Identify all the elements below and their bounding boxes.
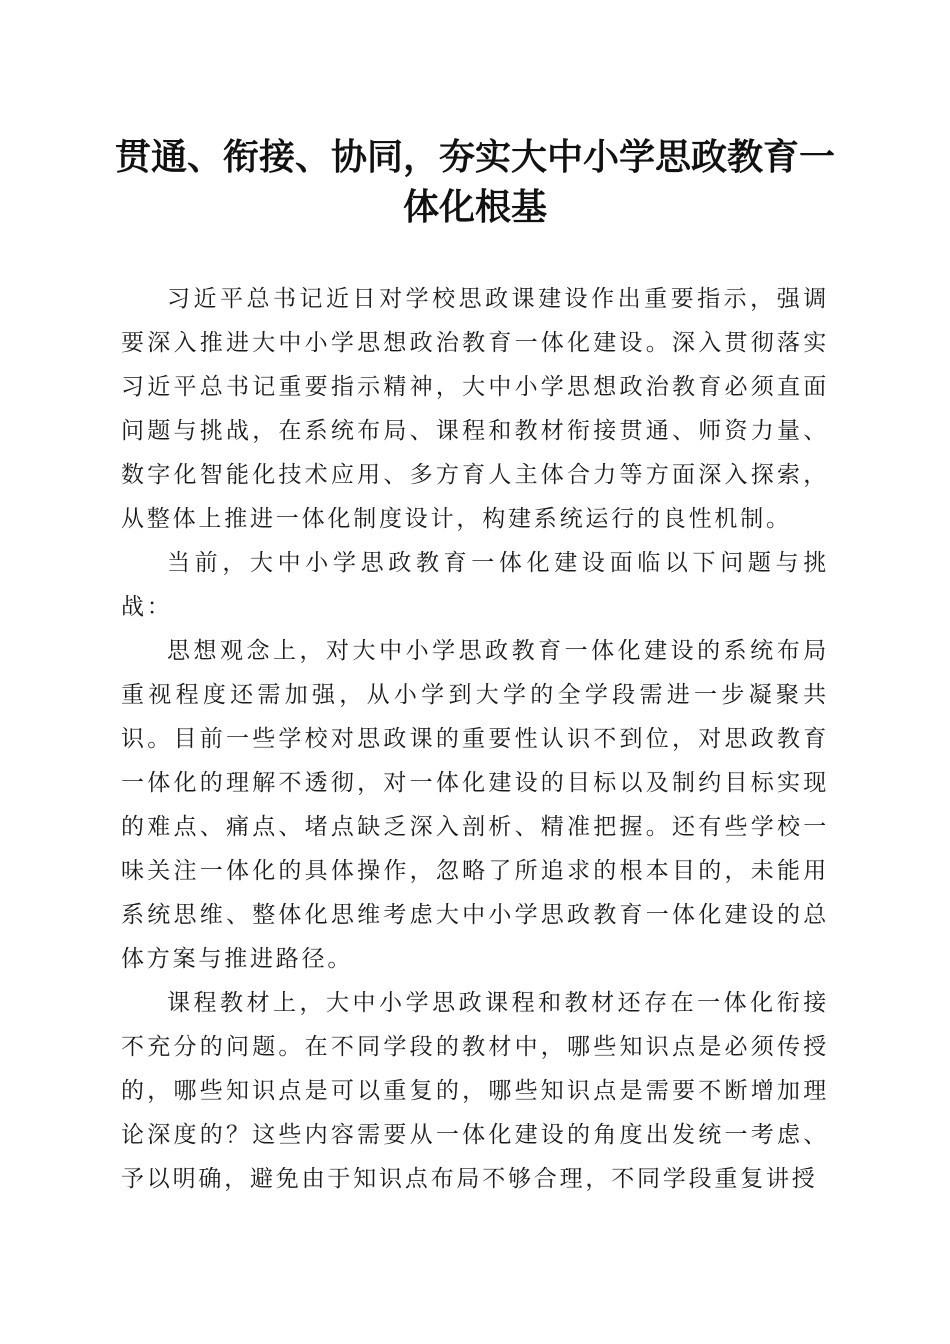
- paragraph-4: 课程教材上，大中小学思政课程和教材还存在一体化衔接不充分的问题。在不同学段的教材中，哪些知识点是必须传授的，哪些知识点是可以重复的，哪些知识点是需要不断增加理论深度的？这些内容需要从一体化建设的角度出发统一考虑、予以明确，避免由于知识点布局不够合理，不同学段重复讲授: [121, 990, 829, 1192]
- document-title: 贯通、衔接、协同，夯实大中小学思政教育一体化根基: [114, 136, 835, 228]
- paragraph-2: 当前，大中小学思政教育一体化建设面临以下问题与挑战：: [121, 550, 829, 620]
- document-body: [121, 277, 829, 1201]
- paragraph-3: 思想观念上，对大中小学思政教育一体化建设的系统布局重视程度还需加强，从小学到大学的全学段需进一步凝聚共识。目前一些学校对思政课的重要性认识不到位，对思政教育一体化的理解不透彻，对一体化建设的目标以及制约目标实现的难点、痛点、堵点缺乏深入剖析、精准把握。还有些学校一味关注一体化的具体操作，忽略了所追求的根本目的，未能用系统思维、整体化思维考虑大中小学思政教育一体化建设的总体方案与推进路径。: [121, 638, 829, 972]
- paragraph-1: 习近平总书记近日对学校思政课建设作出重要指示，强调要深入推进大中小学思想政治教育一体化建设。深入贯彻落实习近平总书记重要指示精神，大中小学思想政治教育必须直面问题与挑战，在系统布局、课程和教材衔接贯通、师资力量、数字化智能化技术应用、多方育人主体合力等方面深入探索，从整体上推进一体化制度设计，构建系统运行的良性机制。: [121, 286, 829, 532]
